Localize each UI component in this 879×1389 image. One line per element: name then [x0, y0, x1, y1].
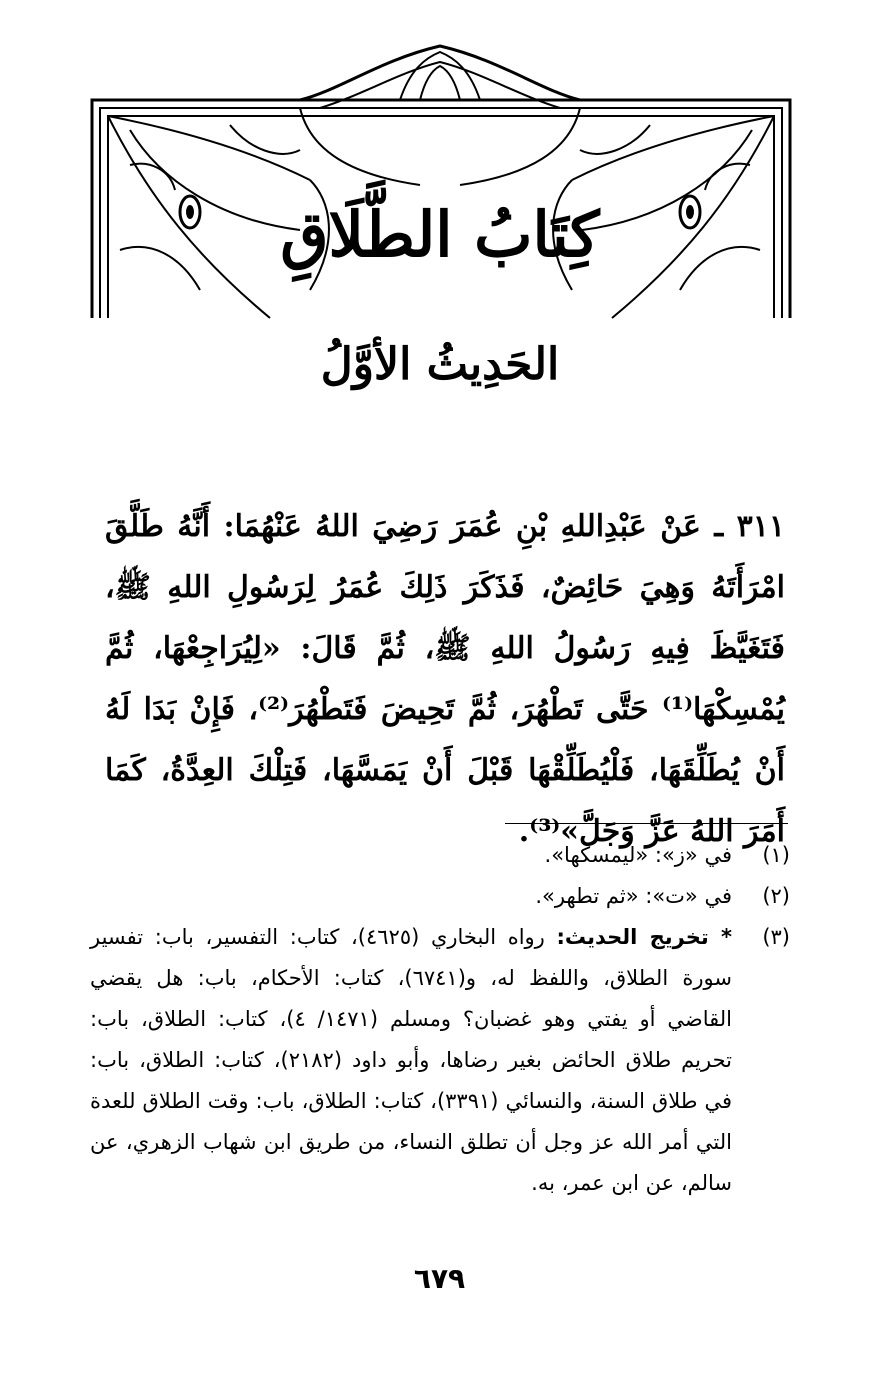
footnote-number: (١) — [762, 843, 790, 867]
footnote-1 — [90, 835, 790, 876]
hadith-heading: الحَدِيثُ الأوَّلُ — [320, 339, 560, 390]
footnote-text: في «ت»: «ثم تطهر». — [535, 884, 732, 908]
hadith-text: ٣١١ ـ عَنْ عَبْدِاللهِ بْنِ عُمَرَ رَضِيَ اللهُ عَنْهُمَا: أَنَّهُ طَلَّقَ امْرَأَتَهُ وَهِيَ حَائِضٌ، فَذَكَرَ ذَلِكَ عُمَرُ لِرَسُولِ اللهِ ﷺ، فَتَغَيَّظَ فِيهِ رَسُولُ اللهِ ﷺ، ثُمَّ قَالَ: «لِيُرَاجِعْهَا، ثُمَّ يُمْسِكْهَا⁽¹⁾ حَتَّى تَطْهُرَ، ثُمَّ تَحِيضَ فَتَطْهُرَ⁽²⁾، فَإِنْ بَدَا لَهُ أَنْ يُطَلِّقَهَا، فَلْيُطَلِّقْهَا قَبْلَ أَنْ يَمَسَّهَا، فَتِلْكَ العِدَّةُ، كَمَا أَمَرَ اللهُ عَزَّ وَجَلَّ»⁽³⁾. — [105, 509, 785, 849]
footnote-number: (٣) — [762, 925, 790, 949]
ornamental-title-frame — [0, 0, 879, 330]
footnote-2 — [90, 876, 790, 917]
footnote-3 — [90, 917, 790, 1204]
footnotes — [90, 835, 790, 1204]
footnote-divider — [505, 823, 788, 824]
page-number: ٦٧٩ — [413, 1262, 466, 1295]
takhrij-heading: * تخريج الحديث: — [556, 925, 732, 949]
footnote-text: رواه البخاري (٤٦٢٥)، كتاب: التفسير، باب: تفسير سورة الطلاق، واللفظ له، و(٦٧٤١)، كتاب: الأحكام، باب: هل يقضي القاضي أو يفتي وهو غضبان؟ ومسلم (١٤٧١/ ٤)، كتاب: الطلاق، باب: تحريم طلاق الحائض بغير رضاها، وأبو داود (٢١٨٢)، كتاب: الطلاق، باب: في طلاق السنة، والنسائي (٣٣٩١)، كتاب: الطلاق، باب: وقت الطلاق للعدة التي أمر الله عز وجل أن تطلق النساء، من طريق ابن شهاب الزهري، عن سالم، عن ابن عمر، به. — [90, 925, 732, 1195]
footnote-text-wrapper — [90, 917, 732, 1204]
footnote-number: (٢) — [762, 884, 790, 908]
footnote-text: في «ز»: «ليمسكها». — [544, 843, 732, 867]
book-title: كِتَابُ الطَّلَاقِ — [280, 198, 600, 271]
